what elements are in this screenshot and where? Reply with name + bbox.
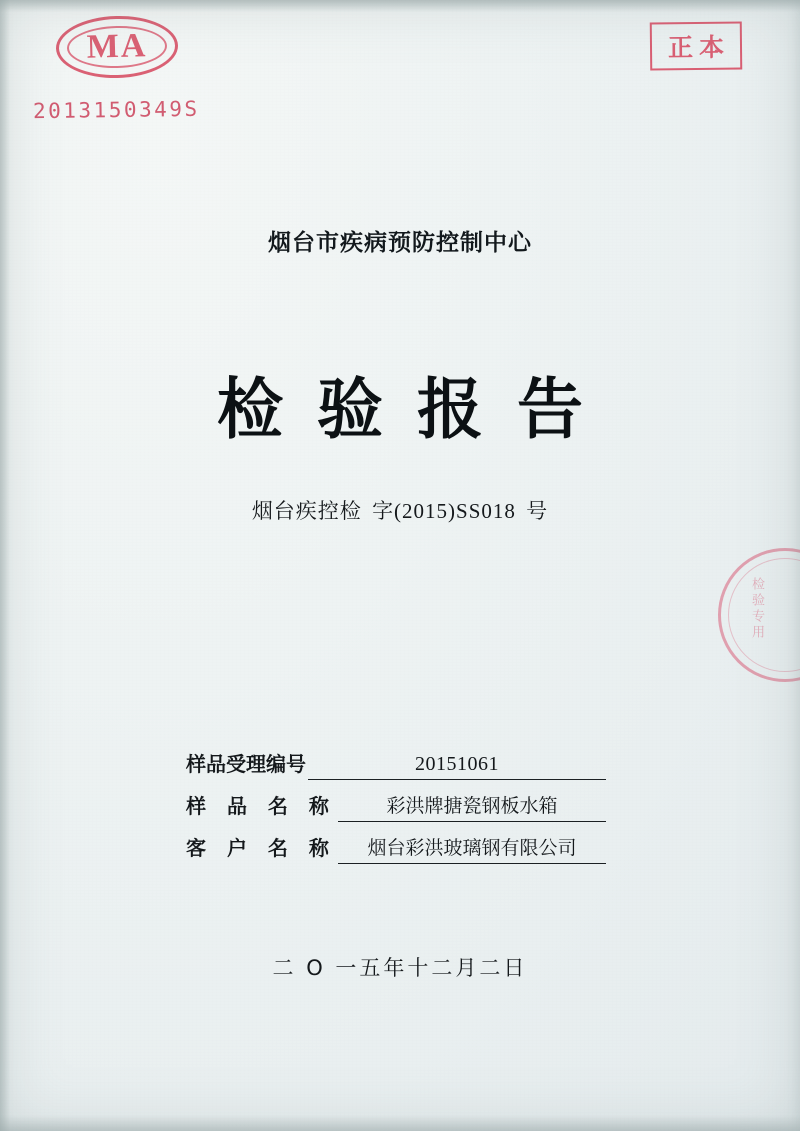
- page-title: 检验报告: [217, 371, 617, 448]
- field-row-sample-name: [186, 780, 606, 822]
- field-value-sample-id: 20151061: [308, 753, 606, 780]
- report-number-suffix: 号: [526, 499, 549, 523]
- round-official-seal-icon: [718, 548, 800, 682]
- round-seal-text: 检验专用: [749, 577, 764, 641]
- scan-edge-bottom: [0, 1115, 800, 1131]
- field-label-sample-name: 样 品 名 称: [186, 794, 336, 818]
- report-number-main: 字(2015)SS018: [372, 499, 516, 523]
- report-date: 二 O 一五年十二月二日: [272, 956, 528, 980]
- original-copy-marker: 正本: [650, 22, 742, 71]
- organization-name: 烟台市疾病预防控制中心: [268, 230, 532, 256]
- field-value-client-name: 烟台彩洪玻璃钢有限公司: [338, 833, 606, 864]
- field-label-sample-id: 样品受理编号: [186, 752, 306, 776]
- report-number-prefix: 烟台疾控检: [251, 499, 362, 523]
- field-row-sample-id: [186, 738, 606, 780]
- scan-edge-top: [0, 0, 800, 12]
- field-label-client-name: 客 户 名 称: [186, 836, 336, 860]
- field-list: [186, 738, 606, 864]
- report-number-line: [0, 495, 800, 525]
- field-value-sample-name: 彩洪牌搪瓷钢板水箱: [338, 791, 606, 822]
- field-row-client-name: [186, 822, 606, 864]
- cma-stamp-label: MA: [86, 27, 148, 66]
- certificate-number: 2013150349S: [32, 96, 200, 124]
- cma-stamp-icon: [55, 14, 179, 79]
